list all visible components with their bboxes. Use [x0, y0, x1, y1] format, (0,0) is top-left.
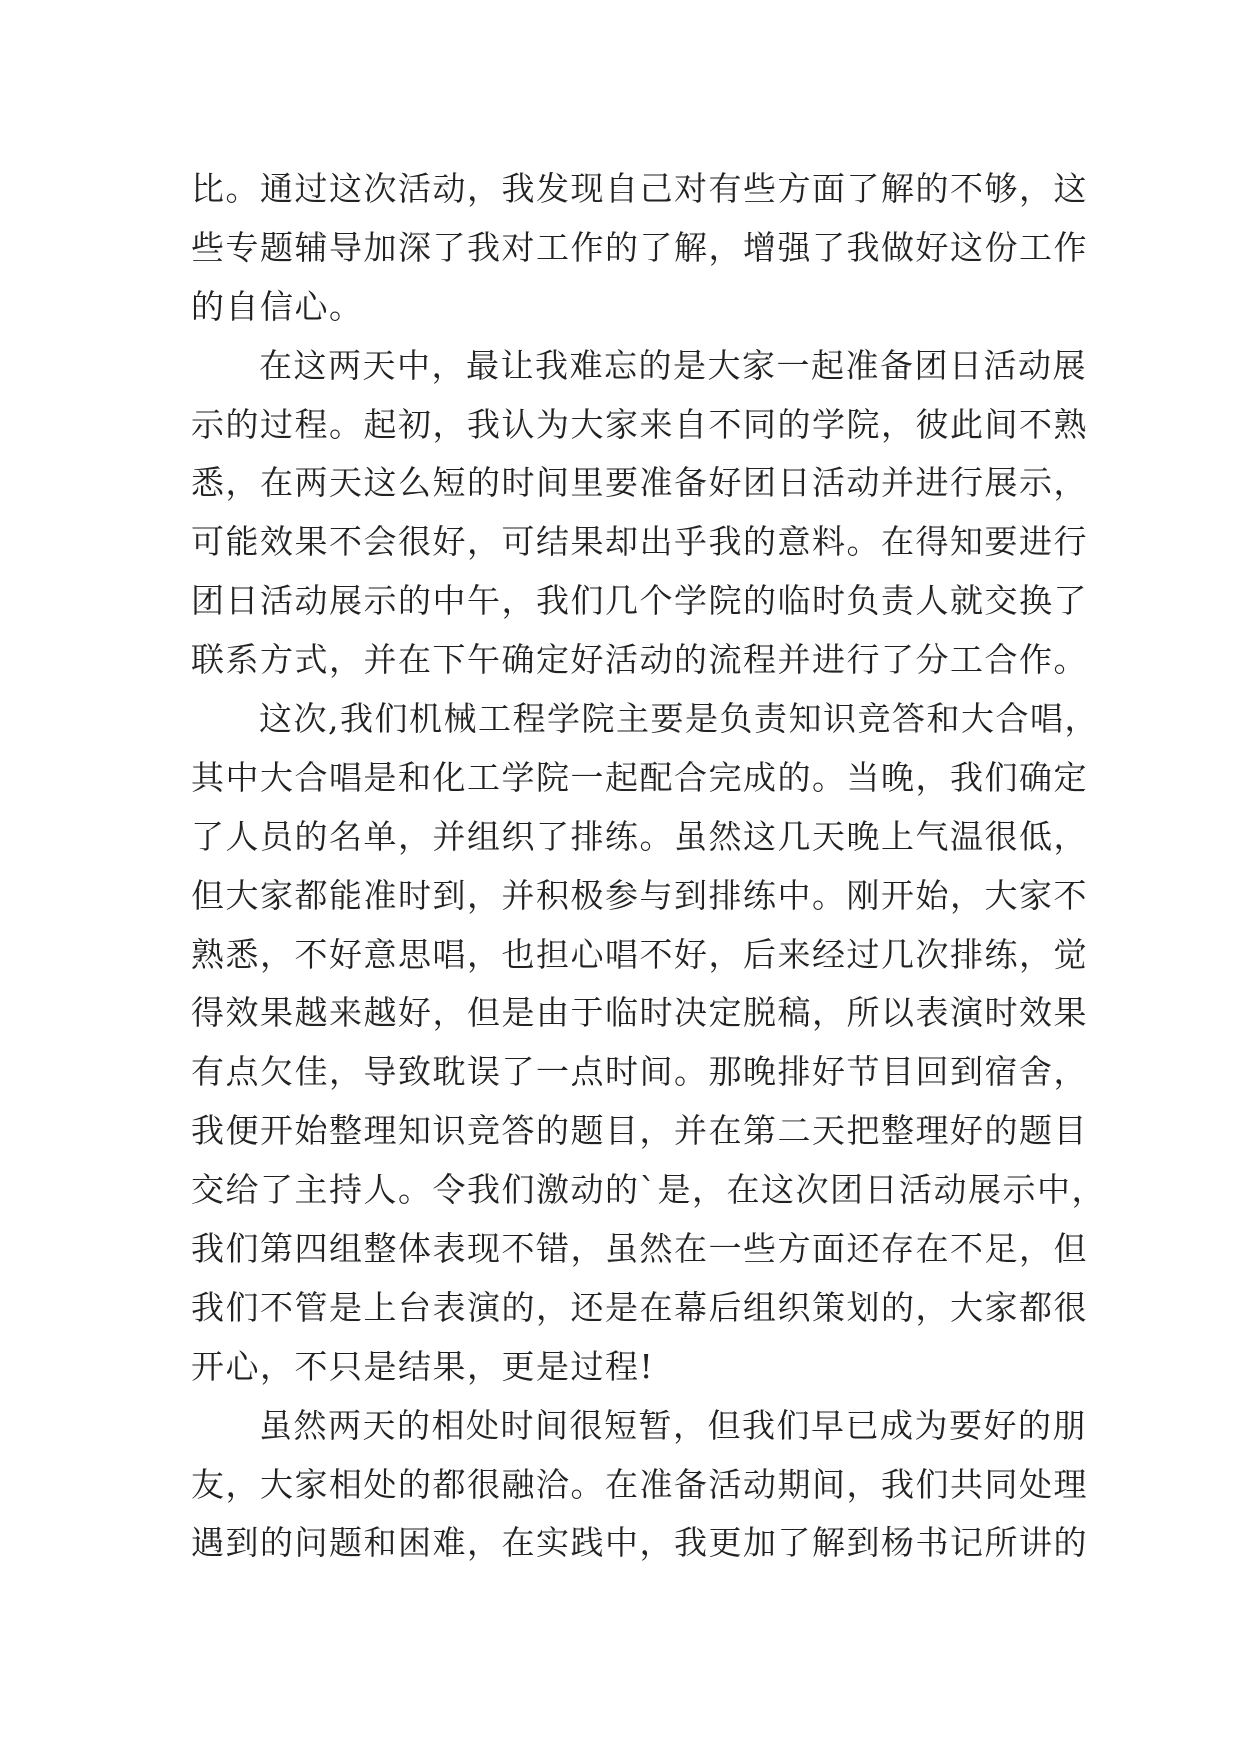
text-line: 些专题辅导加深了我对工作的了解，增强了我做好这份工作: [191, 227, 1088, 267]
text-line: 在这两天中，最让我难忘的是大家一起准备团日活动展: [259, 345, 1087, 385]
text-line: 其中大合唱是和化工学院一起配合完成的。当晚，我们确定: [191, 757, 1088, 797]
text-line: 的自信心。: [191, 286, 364, 326]
text-line: 联系方式，并在下午确定好活动的流程并进行了分工合作。: [191, 640, 1088, 680]
text-line: 交给了主持人。令我们激动的`是，在这次团日活动展示中，: [191, 1170, 1106, 1210]
document-body: [191, 160, 1106, 1573]
text-line: 熟悉，不好意思唱，也担心唱不好，后来经过几次排练，觉: [191, 934, 1088, 974]
text-line: 可能效果不会很好，可结果却出乎我的意料。在得知要进行: [191, 522, 1088, 562]
text-line: 有点欠佳，导致耽误了一点时间。那晚排好节目回到宿舍，: [191, 1052, 1088, 1092]
text-line: 我便开始整理知识竞答的题目，并在第二天把整理好的题目: [191, 1111, 1088, 1151]
text-line: 但大家都能准时到，并积极参与到排练中。刚开始，大家不: [191, 875, 1088, 915]
text-line: 示的过程。起初，我认为大家来自不同的学院，彼此间不熟: [191, 404, 1088, 444]
text-line: 比。通过这次活动，我发现自己对有些方面了解的不够，这: [191, 169, 1088, 208]
text-line: 遇到的问题和困难，在实践中，我更加了解到杨书记所讲的: [191, 1523, 1088, 1563]
text-line: 这次,我们机械工程学院主要是负责知识竞答和大合唱，: [259, 699, 1099, 739]
text-line: 我们不管是上台表演的，还是在幕后组织策划的，大家都很: [191, 1287, 1088, 1327]
text-line: 我们第四组整体表现不错，虽然在一些方面还存在不足，但: [191, 1229, 1088, 1269]
text-line: 了人员的名单，并组织了排练。虽然这几天晚上气温很低，: [191, 816, 1088, 856]
text-line: 团日活动展示的中午，我们几个学院的临时负责人就交换了: [191, 581, 1088, 621]
text-line: 友，大家相处的都很融洽。在准备活动期间，我们共同处理: [191, 1464, 1088, 1504]
text-line: 虽然两天的相处时间很短暂，但我们早已成为要好的朋: [259, 1405, 1087, 1445]
text-line: 开心，不只是结果，更是过程!: [191, 1346, 655, 1386]
text-line: 得效果越来越好，但是由于临时决定脱稿，所以表演时效果: [191, 993, 1088, 1033]
text-line: 悉，在两天这么短的时间里要准备好团日活动并进行展示，: [191, 463, 1088, 503]
